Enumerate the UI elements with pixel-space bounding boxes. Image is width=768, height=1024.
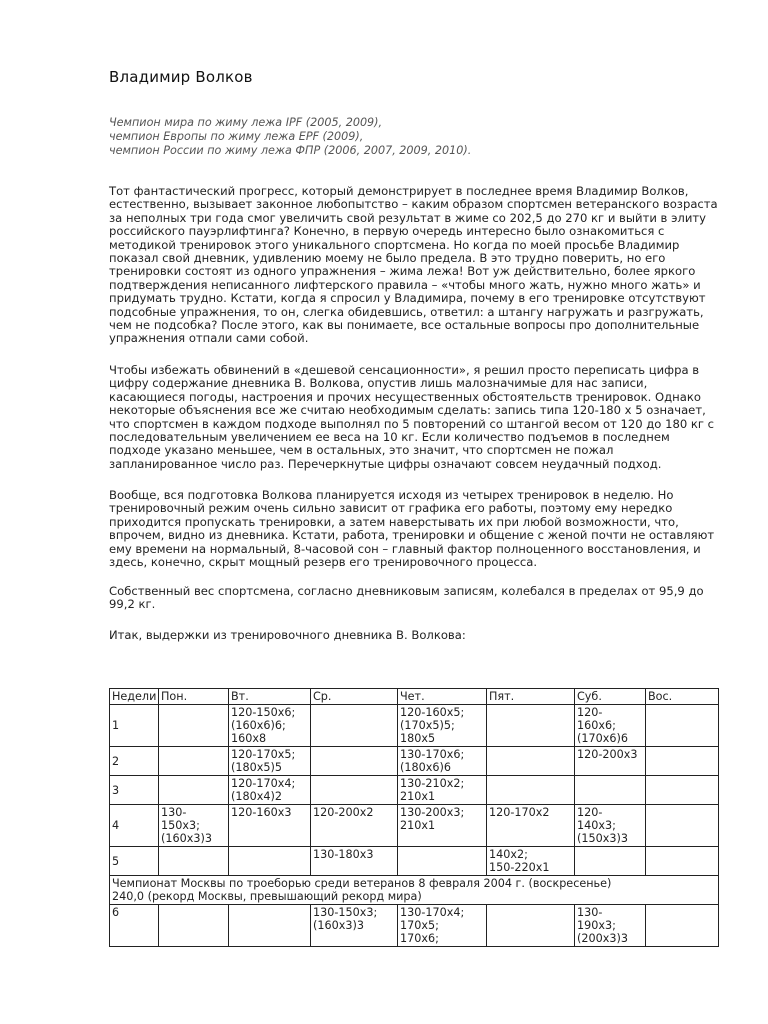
table-row bbox=[110, 905, 719, 947]
cell-text: 4 bbox=[112, 819, 120, 832]
day-cell-wed bbox=[311, 905, 398, 947]
day-cell-tue bbox=[229, 805, 311, 847]
cell-text: 140x2; bbox=[489, 848, 528, 861]
cell-text: 190x3; bbox=[577, 919, 616, 932]
cell-text: 120-170x4; bbox=[231, 777, 296, 790]
day-cell-mon bbox=[159, 705, 229, 747]
cell-text: Недели bbox=[112, 690, 157, 703]
cell-text: 140x3; bbox=[577, 819, 616, 832]
cell-text: Ср. bbox=[313, 690, 332, 703]
day-cell-wed bbox=[311, 847, 398, 876]
cell-text: 120-170x5; bbox=[231, 748, 296, 761]
day-cell-fri bbox=[487, 905, 575, 947]
day-cell-sat bbox=[575, 705, 646, 747]
method-paragraph bbox=[109, 363, 715, 471]
day-cell-sun bbox=[646, 905, 719, 947]
cell-text: 120-200x2 bbox=[313, 806, 374, 819]
paragraph-line: Собственный вес спортсмена, согласно дневниковым записям, колебался в пределах от 95,9 до bbox=[109, 584, 704, 598]
paragraph-line: за неполных три года смог увеличить свой результат в жиме со 202,5 до 270 кг и выйти в элиту bbox=[109, 210, 706, 225]
title-line: Чемпион мира по жиму лежа IPF (2005, 2009), bbox=[109, 116, 383, 129]
column-header bbox=[575, 689, 646, 705]
paragraph-line: здесь, конечно, скрыт мощный резерв его тренировочного процесса. bbox=[109, 555, 538, 570]
cell-text: (180x5)5 bbox=[231, 761, 282, 774]
day-cell-mon bbox=[159, 805, 229, 847]
cell-text: 120-170x2 bbox=[489, 806, 550, 819]
day-cell-tue bbox=[229, 776, 311, 805]
cell-text: 170x5; bbox=[400, 919, 439, 932]
cell-text: Чемпионат Москвы по троеборью среди ветеранов 8 февраля 2004 г. (воскресенье) bbox=[112, 877, 612, 890]
day-cell-wed bbox=[311, 805, 398, 847]
table-row bbox=[110, 747, 719, 776]
column-header bbox=[646, 689, 719, 705]
day-cell-tue bbox=[229, 847, 311, 876]
cell-text: 120- bbox=[577, 706, 603, 719]
cell-text: 150x3; bbox=[161, 819, 200, 832]
paragraph-line: подтверждения неписанного лифтерского правила – «чтобы много жать, нужно много жать» и bbox=[109, 277, 701, 292]
cell-text: 130-210x2; bbox=[400, 777, 465, 790]
day-cell-thu bbox=[398, 905, 487, 947]
paragraph-line: тренировки состоят из одного упражнения – жима лежа! Вот уж действительно, более яркого bbox=[109, 264, 696, 279]
cell-text: 130-170x4; bbox=[400, 906, 465, 919]
column-header bbox=[398, 689, 487, 705]
paragraph-line: ему времени на нормальный, 8-часовой сон – главный фактор полноценного восстановления, и bbox=[109, 541, 701, 556]
column-header bbox=[110, 689, 159, 705]
day-cell-wed bbox=[311, 705, 398, 747]
day-cell-sat bbox=[575, 905, 646, 947]
paragraph-line: касающиеся погоды, настроения и прочих несущественных обстоятельств тренировок. Однако bbox=[109, 389, 701, 404]
cell-text: (170x5)5; bbox=[400, 719, 455, 732]
day-cell-mon bbox=[159, 847, 229, 876]
table-row bbox=[110, 776, 719, 805]
paragraph-line: придумать трудно. Кстати, когда я спросил у Владимира, почему в его тренировке отсутствуют bbox=[109, 291, 706, 306]
author-name: Владимир Волков bbox=[109, 68, 253, 86]
day-cell-wed bbox=[311, 776, 398, 805]
cell-text: 170x6; bbox=[400, 932, 439, 945]
paragraph-line: Тот фантастический прогресс, который демонстрирует в последнее время Владимир Волков, bbox=[109, 184, 689, 198]
column-header bbox=[229, 689, 311, 705]
paragraph-line: впрочем, видно из дневника. Кстати, работа, тренировки и общение с женой почти не оставляют bbox=[109, 528, 715, 543]
table-row bbox=[110, 847, 719, 876]
paragraph-line: что спортсмен в каждом подходе выполнял по 5 повторений со штангой весом от 120 до 180 кг с bbox=[109, 416, 715, 431]
day-cell-sun bbox=[646, 847, 719, 876]
cell-text: (200x3)3 bbox=[577, 932, 628, 945]
day-cell-thu bbox=[398, 847, 487, 876]
day-cell-sat bbox=[575, 776, 646, 805]
paragraph-line: тренировочный режим очень сильно зависит от графика его работы, поэтому ему нередко bbox=[109, 501, 673, 516]
cell-text: 120- bbox=[577, 806, 603, 819]
cell-text: (170x6)6 bbox=[577, 732, 628, 745]
week-number-cell bbox=[110, 747, 159, 776]
competition-note-cell bbox=[110, 876, 719, 905]
cell-text: 180x5 bbox=[400, 732, 436, 745]
cell-text: 150-220x1 bbox=[489, 861, 550, 874]
table-row bbox=[110, 805, 719, 847]
day-cell-thu bbox=[398, 747, 487, 776]
cell-text: 3 bbox=[112, 783, 120, 797]
cell-text: 120-200x3 bbox=[577, 748, 638, 761]
cell-text: Пят. bbox=[489, 690, 515, 703]
cell-text: 210x1 bbox=[400, 819, 436, 832]
day-cell-fri bbox=[487, 705, 575, 747]
title-line: чемпион России по жиму лежа ФПР (2006, 2007, 2009, 2010). bbox=[109, 144, 472, 157]
day-cell-thu bbox=[398, 705, 487, 747]
column-header bbox=[159, 689, 229, 705]
day-cell-thu bbox=[398, 805, 487, 847]
diary-intro-paragraph bbox=[109, 629, 694, 642]
paragraph-line: подсобные упражнения, то он, слегка обидевшись, ответил: а штангу нагружать и разгружать, bbox=[109, 304, 704, 319]
day-cell-sat bbox=[575, 747, 646, 776]
paragraph-line: приходится пропускать тренировки, а затем наверстывать их при любой возможности, что, bbox=[109, 514, 679, 529]
week-number-cell bbox=[110, 847, 159, 876]
cell-text: Вт. bbox=[231, 690, 249, 703]
day-cell-sun bbox=[646, 776, 719, 805]
cell-text: (160x3)3 bbox=[313, 919, 364, 932]
cell-text: 6 bbox=[112, 906, 120, 919]
title-line: чемпион Европы по жиму лежа EPF (2009), bbox=[109, 130, 364, 143]
day-cell-sat bbox=[575, 847, 646, 876]
paragraph-line: последовательным увеличением ее веса на 10 кг. Если количество подъемов в последнем bbox=[109, 430, 670, 445]
cell-text: 130- bbox=[577, 906, 603, 919]
cell-text: (160x3)3 bbox=[161, 832, 212, 845]
day-cell-wed bbox=[311, 747, 398, 776]
day-cell-tue bbox=[229, 747, 311, 776]
cell-text: 240,0 (рекорд Москвы, превышающий рекорд мира) bbox=[112, 890, 422, 903]
column-header bbox=[487, 689, 575, 705]
cell-text: 120-160x5; bbox=[400, 706, 465, 719]
paragraph-line: методикой тренировок этого уникального спортсмена. Но когда по моей просьбе Владимир bbox=[109, 237, 680, 252]
paragraph-line: показал свой дневник, удивлению моему не было предела. В это трудно поверить, но его bbox=[109, 251, 666, 266]
cell-text: 130-170x6; bbox=[400, 748, 465, 761]
day-cell-sun bbox=[646, 747, 719, 776]
paragraph-line: российского пауэрлифтинга? Конечно, в первую очередь интересно было ознакомиться с bbox=[109, 224, 665, 239]
day-cell-sun bbox=[646, 705, 719, 747]
cell-text: Пон. bbox=[161, 690, 188, 703]
column-header bbox=[311, 689, 398, 705]
day-cell-fri bbox=[487, 776, 575, 805]
paragraph-line: упражнения отпали сами собой. bbox=[109, 331, 309, 346]
paragraph-line: Итак, выдержки из тренировочного дневника В. Волкова: bbox=[109, 628, 466, 642]
day-cell-sun bbox=[646, 805, 719, 847]
athlete-titles bbox=[109, 116, 471, 158]
week-number-cell bbox=[110, 776, 159, 805]
paragraph-line: подходе указано меньшее, чем в остальных, это значит, что спортсмен не пожал bbox=[109, 443, 614, 458]
week-number-cell bbox=[110, 705, 159, 747]
day-cell-fri bbox=[487, 847, 575, 876]
cell-text: 5 bbox=[112, 854, 120, 868]
paragraph-line: 99,2 кг. bbox=[109, 597, 156, 612]
cell-text: 130-180x3 bbox=[313, 848, 374, 861]
table-row bbox=[110, 705, 719, 747]
day-cell-sat bbox=[575, 805, 646, 847]
paragraph-line: Чтобы избежать обвинений в «дешевой сенсационности», я решил просто переписать цифра в bbox=[109, 363, 700, 377]
paragraph-line: естественно, вызывает законное любопытство – каким образом спортсмен ветеранского возраста bbox=[109, 197, 718, 212]
week-number-cell bbox=[110, 805, 159, 847]
cell-text: (180x6)6 bbox=[400, 761, 451, 774]
table-header-row bbox=[110, 689, 719, 705]
week-number-cell bbox=[110, 905, 159, 947]
paragraph-line: запланированное число раз. Перечеркнутые цифры означают совсем неудачный подход. bbox=[109, 456, 662, 471]
cell-text: 160x8 bbox=[231, 732, 267, 745]
day-cell-fri bbox=[487, 747, 575, 776]
cell-text: Суб. bbox=[577, 690, 602, 703]
cell-text: 210x1 bbox=[400, 790, 436, 803]
cell-text: 2 bbox=[112, 754, 120, 768]
day-cell-mon bbox=[159, 747, 229, 776]
cell-text: Чет. bbox=[400, 690, 425, 703]
intro-paragraph bbox=[109, 184, 718, 346]
day-cell-tue bbox=[229, 705, 311, 747]
cell-text: 130-200x3; bbox=[400, 806, 465, 819]
day-cell-thu bbox=[398, 776, 487, 805]
day-cell-mon bbox=[159, 776, 229, 805]
schedule-paragraph bbox=[109, 488, 715, 570]
day-cell-tue bbox=[229, 905, 311, 947]
cell-text: (160x6)6; bbox=[231, 719, 286, 732]
bodyweight-paragraph bbox=[109, 584, 704, 612]
cell-text: 1 bbox=[112, 719, 120, 732]
cell-text: Вос. bbox=[648, 690, 673, 703]
cell-text: 160x6; bbox=[577, 719, 616, 732]
cell-text: (150x3)3 bbox=[577, 832, 628, 845]
paragraph-line: цифру содержание дневника В. Волкова, опустив лишь малозначимые для нас записи, bbox=[109, 376, 648, 391]
cell-text: 130- bbox=[161, 806, 187, 819]
paragraph-line: чем не подсобка? После этого, как вы понимаете, все остальные вопросы про дополнительные bbox=[109, 318, 700, 333]
day-cell-mon bbox=[159, 905, 229, 947]
cell-text: 130-150x3; bbox=[313, 906, 378, 919]
cell-text: 120-150x6; bbox=[231, 706, 296, 719]
day-cell-fri bbox=[487, 805, 575, 847]
training-diary-table bbox=[109, 688, 719, 947]
event-row bbox=[110, 876, 719, 905]
paragraph-line: некоторые объяснения все же считаю необходимым сделать: запись типа 120-180 x 5 означает, bbox=[109, 403, 706, 418]
paragraph-line: Вообще, вся подготовка Волкова планируется исходя из четырех тренировок в неделю. Но bbox=[109, 488, 674, 502]
cell-text: 120-160x3 bbox=[231, 806, 292, 819]
cell-text: (180x4)2 bbox=[231, 790, 282, 803]
